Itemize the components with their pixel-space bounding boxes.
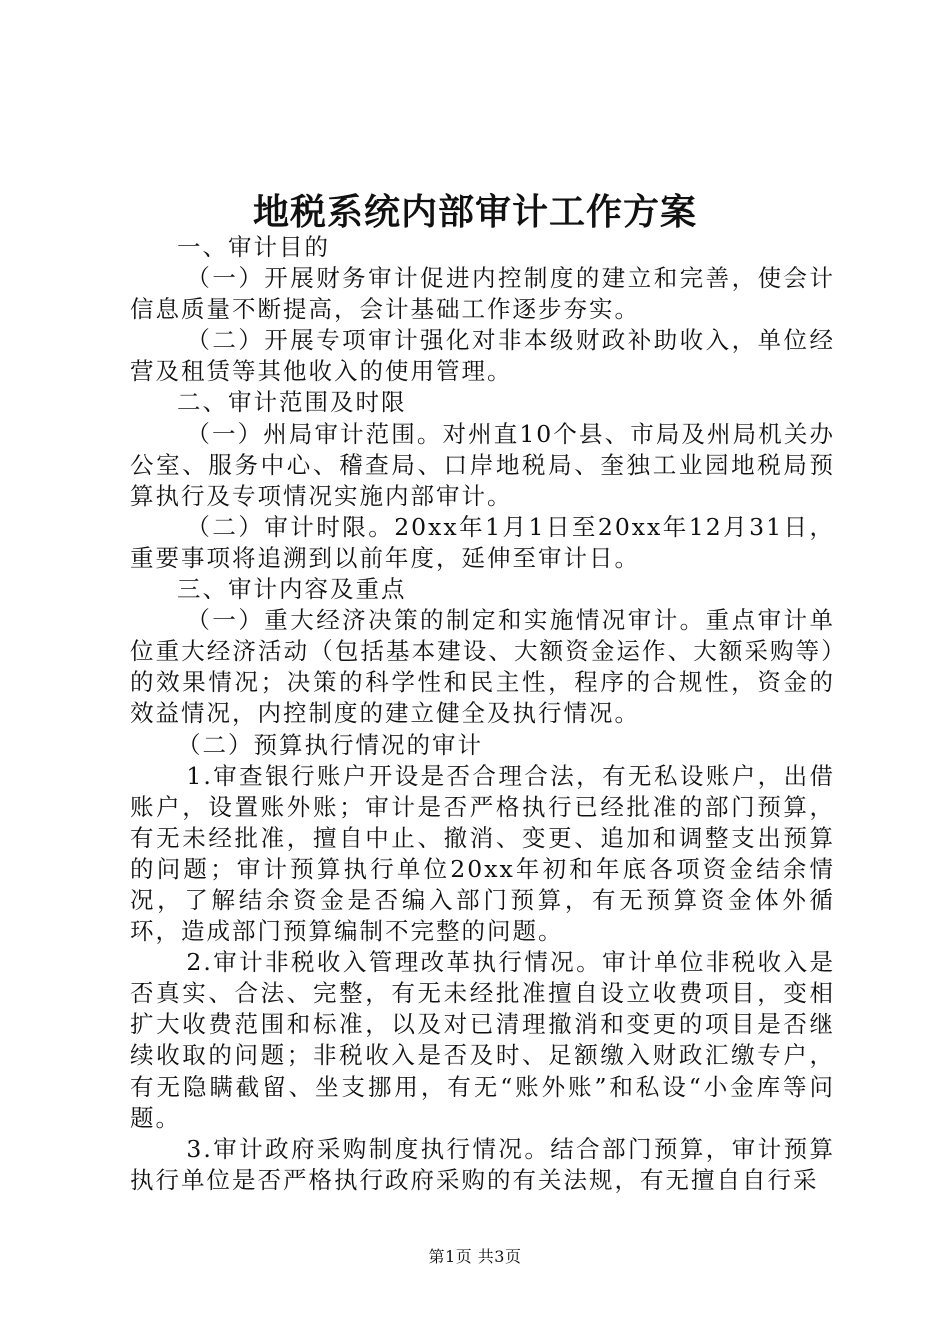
- page-footer: 第1页 共3页: [428, 1247, 522, 1266]
- paragraph: 3.审计政府采购制度执行情况。结合部门预算，审计预算执行单位是否严格执行政府采购的有关法规，有无擅自自行采: [130, 1134, 835, 1194]
- paragraph: （一）重大经济决策的制定和实施情况审计。重点审计单位重大经济活动（包括基本建设、大额资金运作、大额采购等）的效果情况；决策的科学性和民主性，程序的合规性，资金的效益情况，内控制度的建立健全及执行情况。: [130, 606, 835, 728]
- section-heading-1: 一、审计目的: [177, 233, 330, 261]
- section-heading-2: 二、审计范围及时限: [177, 388, 407, 417]
- section-heading-3: 三、审计内容及重点: [177, 575, 407, 604]
- document-title: 地税系统内部审计工作方案: [252, 191, 697, 233]
- paragraph: 1.审查银行账户开设是否合理合法，有无私设账户，出借账户，设置账外账；审计是否严格执行已经批准的部门预算，有无未经批准，擅自中止、撤消、变更、追加和调整支出预算的问题；审计预算执行单位20xx年初和年底各项资金结余情况，了解结余资金是否编入部门预算，有无预算资金体外循环，造成部门预算编制不完整的问题。: [130, 761, 835, 946]
- paragraph: （一）开展财务审计促进内控制度的建立和完善，使会计信息质量不断提高，会计基础工作逐步夯实。: [130, 264, 835, 324]
- document-body: [130, 232, 835, 1196]
- paragraph: 2.审计非税收入管理改革执行情况。审计单位非税收入是否真实、合法、完整，有无未经批准擅自设立收费项目，变相扩大收费范围和标准，以及对已清理撤消和变更的项目是否继续收取的问题；非税收入是否及时、足额缴入财政汇缴专户，有无隐瞒截留、坐支挪用，有无“账外账”和私设“小金库等问题。: [130, 948, 835, 1132]
- subsection-heading: （二）预算执行情况的审计: [177, 730, 483, 759]
- paragraph: （二）审计时限。20xx年1月1日至20xx年12月31日，重要事项将追溯到以前年度，延伸至审计日。: [130, 512, 835, 572]
- paragraph: （一）州局审计范围。对州直10个县、市局及州局机关办公室、服务中心、稽查局、口岸地税局、奎独工业园地税局预算执行及专项情况实施内部审计。: [130, 419, 835, 510]
- paragraph: （二）开展专项审计强化对非本级财政补助收入，单位经营及租赁等其他收入的使用管理。: [130, 326, 835, 386]
